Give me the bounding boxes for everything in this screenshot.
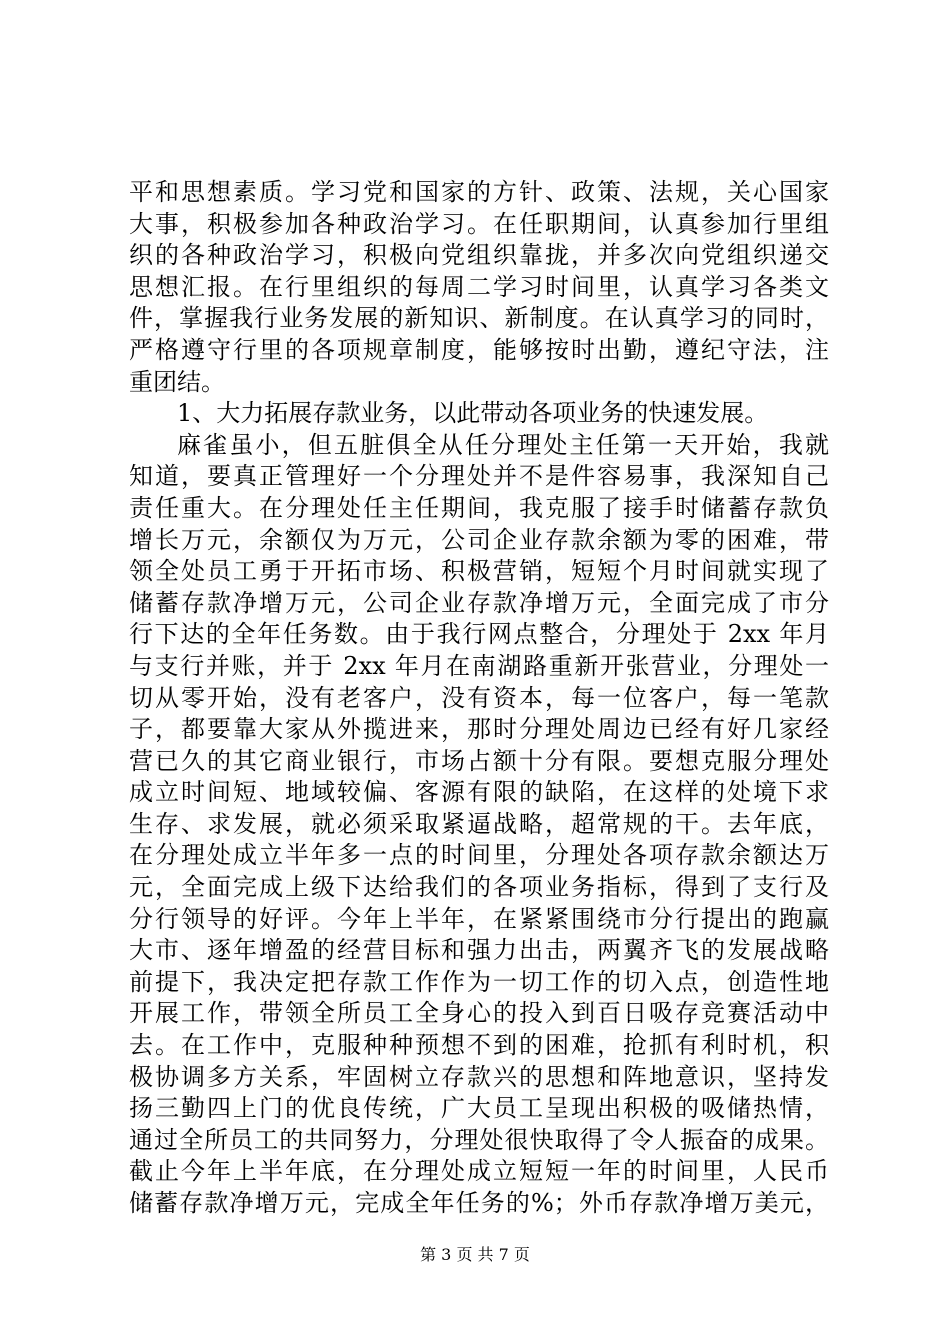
text-line: 知道，要真正管理好一个分理处并不是件容易事，我深知自己 bbox=[129, 462, 829, 491]
text-line: 生存、求发展，就必须采取紧逼战略，超常规的干。去年底， bbox=[129, 809, 829, 838]
text-line: 思想汇报。在行里组织的每周二学习时间里，认真学习各类文 bbox=[129, 272, 829, 301]
text-line: 与支行并账，并于 2xx 年月在南湖路重新开张营业，分理处一 bbox=[129, 651, 829, 680]
text-line: 子，都要靠大家从外揽进来，那时分理处周边已经有好几家经 bbox=[129, 715, 829, 744]
text-line: 通过全所员工的共同努力，分理处很快取得了令人振奋的成果。 bbox=[129, 1125, 829, 1154]
text-line: 储蓄存款净增万元，完成全年任务的%；外币存款净增万美元， bbox=[129, 1189, 829, 1217]
text-line: 织的各种政治学习，积极向党组织靠拢，并多次向党组织递交 bbox=[129, 241, 829, 270]
text-line: 在分理处成立半年多一点的时间里，分理处各项存款余额达万 bbox=[129, 841, 829, 870]
text-line: 开展工作，带领全所员工全身心的投入到百日吸存竞赛活动中 bbox=[129, 999, 829, 1028]
text-line: 分行领导的好评。今年上半年，在紧紧围绕市分行提出的跑赢 bbox=[129, 904, 829, 933]
text-line: 截止今年上半年底，在分理处成立短短一年的时间里，人民币 bbox=[129, 1157, 829, 1186]
text-line: 大市、逐年增盈的经营目标和强力出击，两翼齐飞的发展战略 bbox=[129, 936, 829, 965]
text-line: 去。在工作中，克服种种预想不到的困难，抢抓有利时机，积 bbox=[129, 1031, 829, 1060]
page-number-footer: 第 3 页 共 7 页 bbox=[420, 1245, 530, 1264]
text-line: 严格遵守行里的各项规章制度，能够按时出勤，遵纪守法，注 bbox=[129, 335, 829, 364]
text-line: 成立时间短、地域较偏、客源有限的缺陷，在这样的处境下求 bbox=[129, 778, 829, 807]
section-heading: 1、大力拓展存款业务，以此带动各项业务的快速发展。 bbox=[177, 399, 769, 428]
body-text bbox=[129, 177, 829, 1220]
text-line: 前提下，我决定把存款工作作为一切工作的切入点，创造性地 bbox=[129, 967, 829, 996]
text-line: 件，掌握我行业务发展的新知识、新制度。在认真学习的同时， bbox=[129, 304, 829, 333]
text-line: 元，全面完成上级下达给我们的各项业务指标，得到了支行及 bbox=[129, 873, 829, 902]
text-line: 重团结。 bbox=[129, 367, 225, 396]
text-line: 增长万元，余额仅为万元，公司企业存款余额为零的困难，带 bbox=[129, 525, 829, 554]
text-line: 麻雀虽小，但五脏俱全从任分理处主任第一天开始，我就 bbox=[177, 430, 829, 459]
text-line: 切从零开始，没有老客户，没有资本，每一位客户，每一笔款 bbox=[129, 683, 829, 712]
text-line: 扬三勤四上门的优良传统，广大员工呈现出积极的吸储热情， bbox=[129, 1094, 829, 1123]
text-line: 大事，积极参加各种政治学习。在任职期间，认真参加行里组 bbox=[129, 209, 829, 238]
text-line: 领全处员工勇于开拓市场、积极营销，短短个月时间就实现了 bbox=[129, 557, 829, 586]
text-line: 储蓄存款净增万元，公司企业存款净增万元，全面完成了市分 bbox=[129, 588, 829, 617]
text-line: 极协调多方关系，牢固树立存款兴的思想和阵地意识，坚持发 bbox=[129, 1062, 829, 1091]
text-line: 责任重大。在分理处任主任期间，我克服了接手时储蓄存款负 bbox=[129, 493, 829, 522]
text-line: 营已久的其它商业银行，市场占额十分有限。要想克服分理处 bbox=[129, 746, 829, 775]
text-line: 行下达的全年任务数。由于我行网点整合，分理处于 2xx 年月 bbox=[129, 620, 829, 649]
text-line: 平和思想素质。学习党和国家的方针、政策、法规，关心国家 bbox=[129, 178, 829, 206]
